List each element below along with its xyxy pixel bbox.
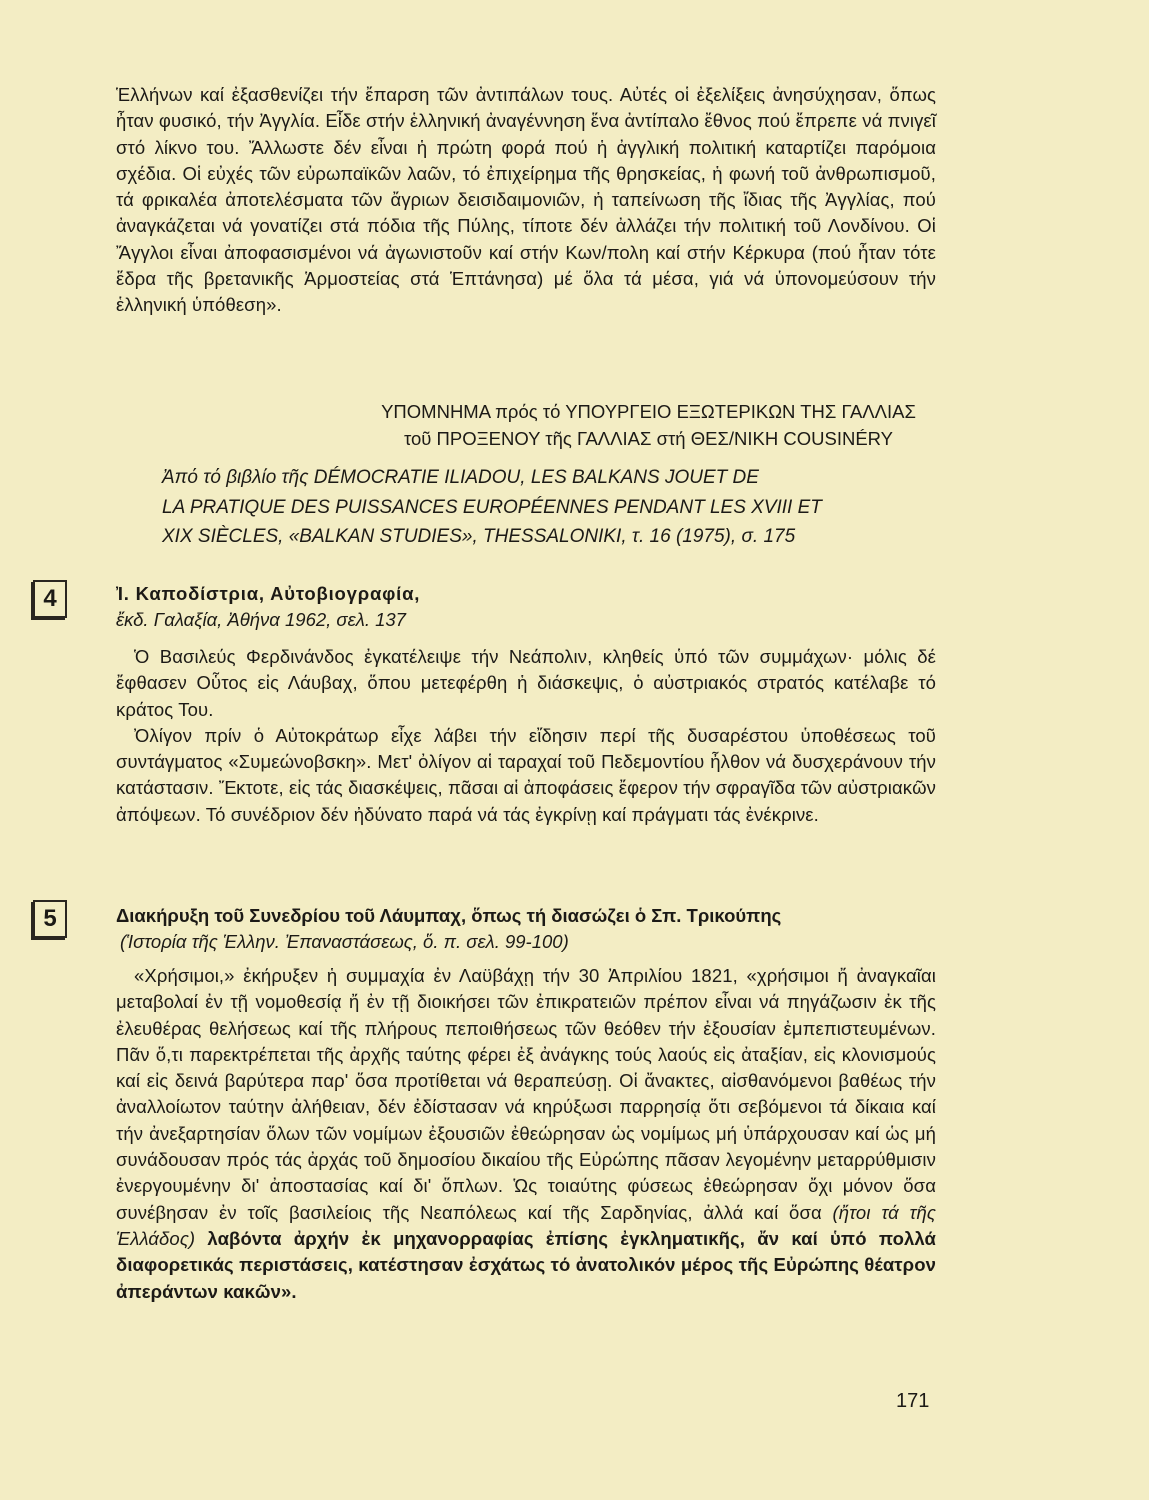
- section-5-subtitle: (Ἱστορία τῆς Ἑλλην. Ἐπαναστάσεως, ὅ. π. σελ. 99-100): [120, 931, 569, 952]
- top-paragraph: Ἑλλήνων καί ἐξασθενίζει τήν ἔπαρση τῶν ἀντιπάλων τους. Αὐτές οἱ ἐξελίξεις ἀνησύχησαν, ὅπως ἦταν φυσικό, τήν Ἀγγλία. Εἶδε στήν ἑλληνική ἀναγέννηση ἕνα ἀντίπαλο ἔθνος πού ἔπρεπε νά πνιγεῖ στό λίκνο του. Ἄλλωστε δέν εἶναι ἡ πρώτη φορά πού ἡ ἀγγλική πολιτική καταρτίζει παρόμοια σχέδια. Οἱ εὐχές τῶν εὐρωπαϊκῶν λαῶν, τό ἐπιχείρημα τῆς θρησκείας, ἡ φωνή τοῦ ἀνθρωπισμοῦ, τά φρικαλέα ἀποτελέσματα τῶν ἄγριων δεισιδαιμονιῶν, ἡ ταπείνωση τῆς ἴδιας τῆς Ἀγγλίας, πού ἀναγκάζεται νά γονατίζει στά πόδια τῆς Πύλης, τίποτε δέν ἀλλάζει τήν πολιτική τοῦ Λονδίνου. Οἱ Ἄγγλοι εἶναι ἀποφασισμένοι νά ἀγωνιστοῦν καί στήν Κων/πολη καί στήν Κέρκυρα (πού ἦταν τότε ἕδρα τῆς βρετανικῆς Ἁρμοστείας στά Ἑπτάνησα) μέ ὅλα τά μέσα, γιά νά ὑπονομεύσουν τήν ἑλληνική ὑπόθεση».: [116, 84, 936, 316]
- memo-line-1: ΥΠΟΜΝΗΜΑ πρός τό ΥΠΟΥΡΓΕΙΟ ΕΞΩΤΕΡΙΚΩΝ ΤΗΣ ΓΑΛΛΙΑΣ: [381, 401, 916, 422]
- memo-source-line-1: Ἀπό τό βιβλίο τῆς DÉMOCRATIE ILIADOU, LES BALKANS JOUET DE: [162, 467, 759, 488]
- section-number-4: 4: [33, 580, 67, 618]
- section-5-title: Διακήρυξη τοῦ Συνεδρίου τοῦ Λάυμπαχ, ὅπως τή διασώζει ὁ Σπ. Τρικούπης: [116, 905, 782, 926]
- memo-source-line-3: XIX SIÈCLES, «BALKAN STUDIES», THESSALONIKI, τ. 16 (1975), σ. 175: [162, 526, 796, 547]
- section-4-paragraph-1: Ὁ Βασιλεύς Φερδινάνδος ἐγκατέλειψε τήν Νεάπολιν, κληθείς ὑπό τῶν συμμάχων· μόλις δέ ἔφθασεν Οὗτος εἰς Λάυβαχ, ὅπου μετεφέρθη ἡ διάσκεψις, ὁ αὐστριακός στρατός κατέλαβε τό κράτος Του.: [116, 646, 936, 720]
- page-number: 171: [896, 1390, 930, 1412]
- section-5-bold-text: λαβόντα ἀρχήν ἐκ μηχανορραφίας ἐπίσης ἐγκληματικῆς, ἄν καί ὑπό πολλά διαφορετικάς περιστάσεις, κατέστησαν ἐσχάτως τό ἀνατολικόν μέρος τῆς Εὐρώπης θέατρον ἀπεράντων κακῶν».: [116, 1227, 936, 1302]
- memo-heading: [116, 398, 936, 452]
- section-4-heading: [116, 581, 936, 633]
- memo-line-2: τοῦ ΠΡΟΞΕΝΟΥ τῆς ΓΑΛΛΙΑΣ στή ΘΕΣ/ΝΙΚΗ COUSINÉRY: [403, 428, 894, 449]
- memo-source-line-2: LA PRATIQUE DES PUISSANCES EUROPÉENNES PENDANT LES XVIII ET: [162, 496, 822, 518]
- section-4-body: [116, 644, 936, 828]
- section-4-title: Ἰ. Καποδίστρια, Αὐτοβιογραφία,: [116, 583, 421, 604]
- section-5-paragraph: [116, 963, 936, 1305]
- section-4-subtitle: ἔκδ. Γαλαξία, Ἀθήνα 1962, σελ. 137: [116, 609, 406, 630]
- top-paragraph-block: [116, 82, 936, 319]
- section-4-paragraph-2: Ὀλίγον πρίν ὁ Αὐτοκράτωρ εἶχε λάβει τήν εἴδησιν περί τῆς δυσαρέστου ὑποθέσεως τοῦ συντάγματος «Συμεώνοβσκη». Μετ' ὀλίγον αἱ ταραχαί τοῦ Πεδεμοντίου ἦλθον νά δυσχεράνουν τήν κατάστασιν. Ἔκτοτε, εἰς τάς διασκέψεις, πᾶσαι αἱ ἀποφάσεις ἔφερον τήν σφραγῖδα τῶν αὐστριακῶν ἀπόψεων. Τό συνέδριον δέν ἠδύνατο παρά νά τάς ἐγκρίνῃ καί πράγματι τάς ἐνέκρινε.: [116, 724, 936, 825]
- section-5-body: [116, 963, 936, 1305]
- section-5-text: «Χρήσιμοι,» ἐκήρυξεν ἡ συμμαχία ἐν Λαϋβάχῃ τήν 30 Ἀπριλίου 1821, «χρήσιμοι ἤ ἀναγκαῖαι μεταβολαί ἐν τῇ νομοθεσίᾳ ἤ ἐν τῇ διοικήσει τῶν ἐπικρατειῶν πρέπον εἶναι νά πηγάζωσιν ἐκ τῆς ἐλευθέρας θελήσεως καί τῆς πλήρους πεποιθήσεως τῶν θεόθεν τήν ἐξουσίαν ἐμπεπιστευμένων. Πᾶν ὅ,τι παρεκτρέπεται τῆς ἀρχῆς ταύτης φέρει ἐξ ἀνάγκης τούς λαούς εἰς ἀταξίαν, εἰς κλονισμούς καί εἰς δεινά βαρύτερα παρ' ὅσα προτίθεται νά θεραπεύσῃ. Οἱ ἄνακτες, αἰσθανόμενοι βαθέως τήν ἀναλλοίωτον ταύτην ἀλήθειαν, δέν ἐδίστασαν νά κηρύξωσι παρρησίᾳ ὅτι σεβόμενοι τά δίκαια καί τήν ἀνεξαρτησίαν ὅλων τῶν νομίμων ἐξουσιῶν ἐθεώρησαν ὡς νομίμως μή ὑπάρχουσαν καί ὡς μή συνάδουσαν πρός τάς ἀρχάς τοῦ δημοσίου δικαίου τῆς Εὐρώπης πᾶσαν λεγομένην μεταρρύθμισιν ἐνεργουμένην δι' ἀποστασίας καί δι' ὅπλων. Ὡς τοιαύτης φύσεως ἐθεώρησαν ὄχι μόνον ὅσα συνέβησαν ἐν τοῖς βασιλείοις τῆς Νεαπόλεως καί τῆς Σαρδηνίας, ἀλλά καί ὅσα: [116, 965, 936, 1223]
- section-5-heading: [116, 903, 936, 955]
- section-number-5: 5: [33, 900, 67, 938]
- memo-source: [162, 463, 937, 552]
- section-5-italic-aside: (ἤτοι τά τῆς Ἑλλάδος): [116, 1201, 936, 1249]
